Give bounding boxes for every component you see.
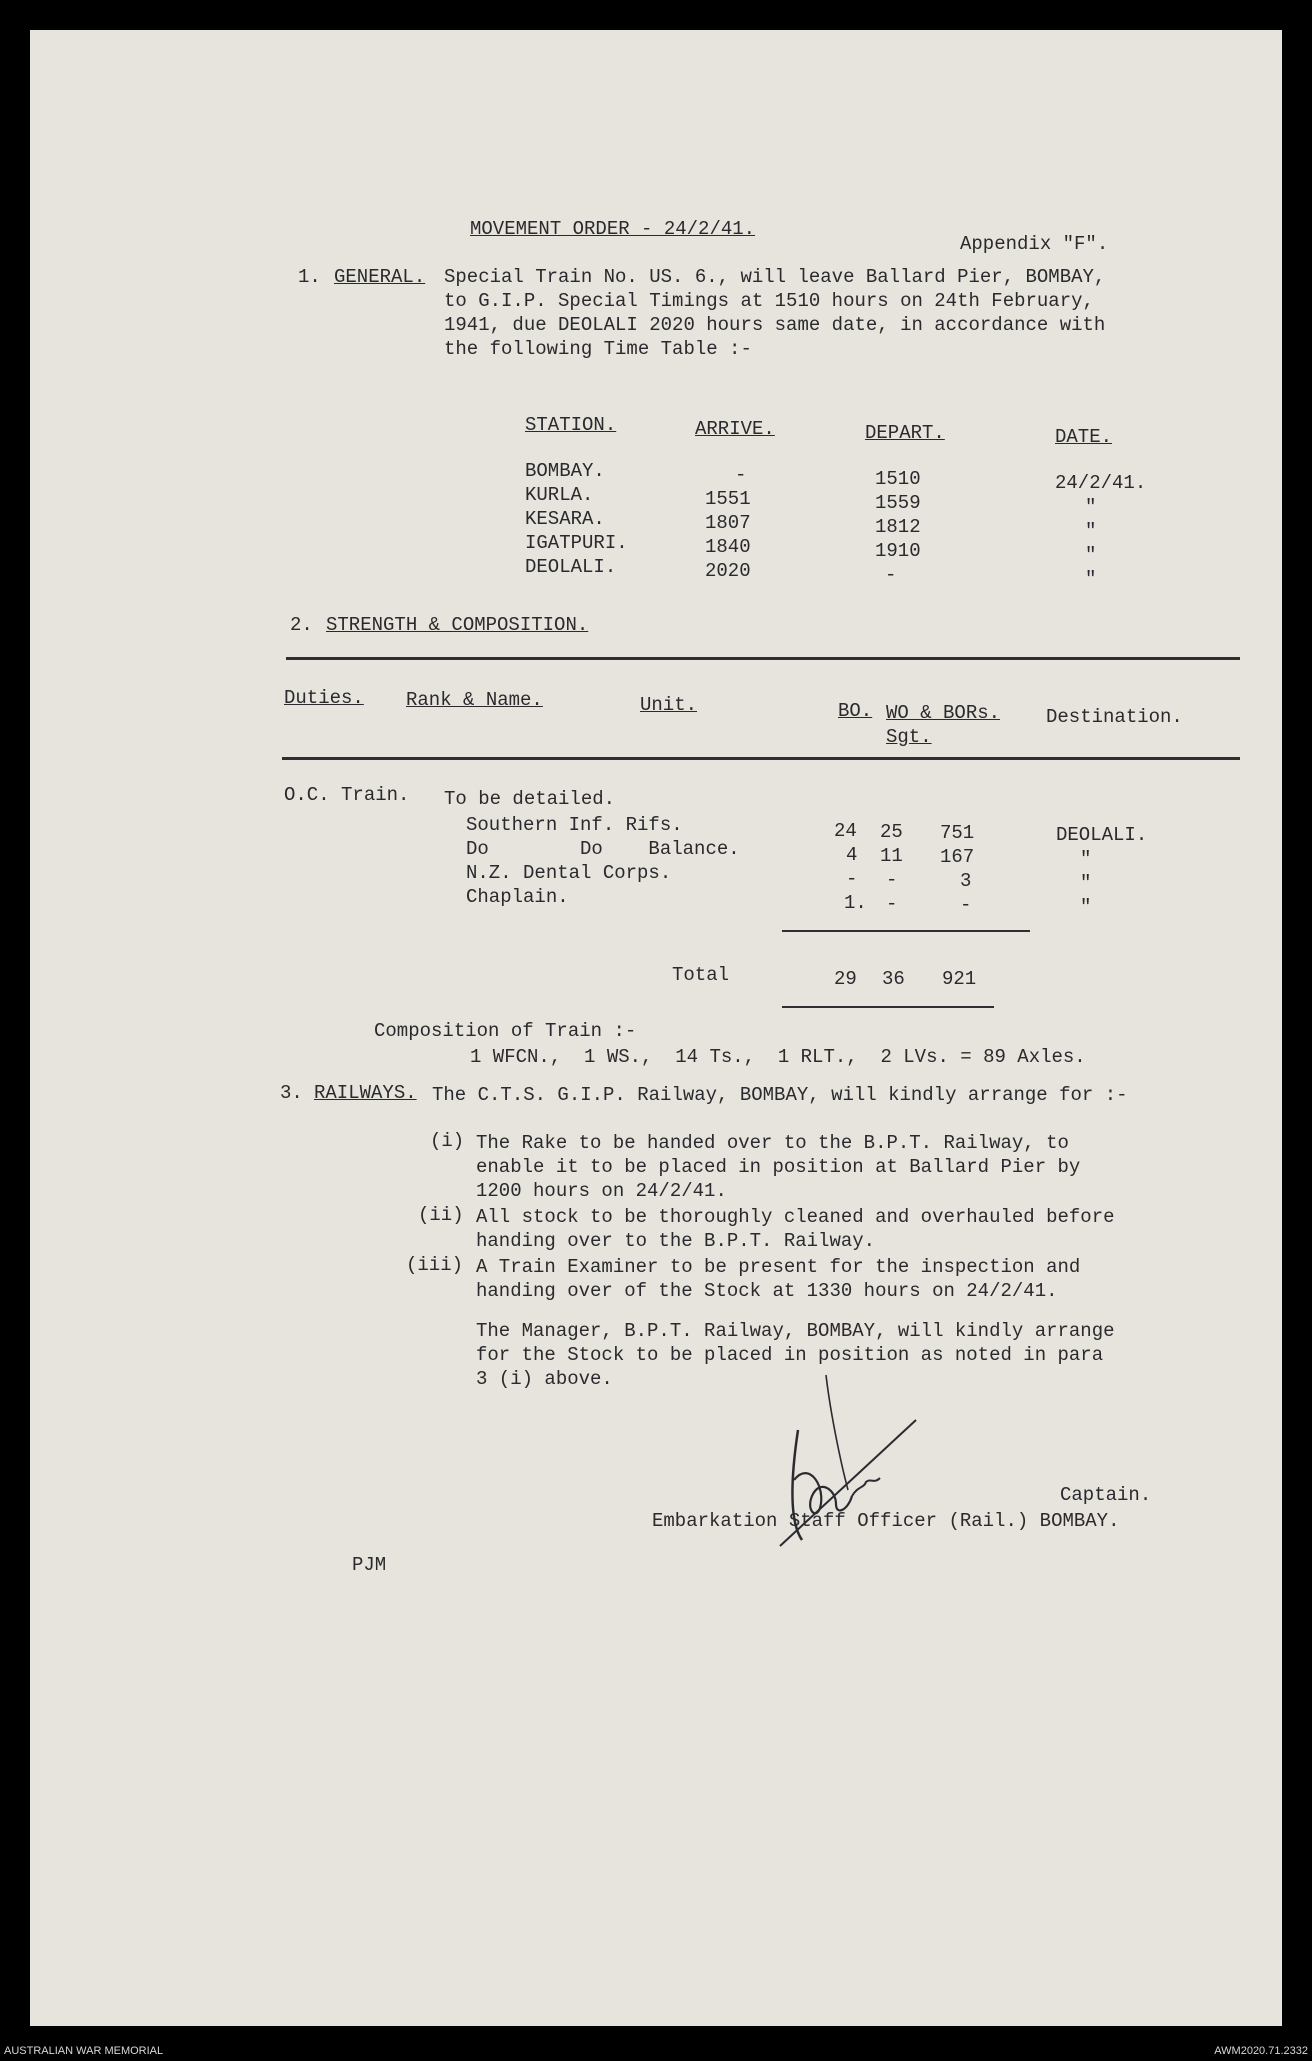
typist-initials: PJM	[352, 1554, 387, 1576]
total-label: Total	[672, 964, 730, 986]
depart-cell: 1559	[875, 492, 921, 514]
arrive-cell: 2020	[705, 560, 751, 582]
date-cell: 24/2/41.	[1055, 472, 1147, 494]
divider	[286, 657, 1240, 660]
column-header-station: STATION.	[525, 414, 617, 436]
item-line: A Train Examiner to be present for the inspection and	[476, 1256, 1081, 1278]
paragraph-line: 1941, due DEOLALI 2020 hours same date, in accordance with	[444, 314, 1106, 336]
depart-cell: 1910	[875, 540, 921, 562]
station-cell: KURLA.	[525, 484, 594, 506]
document-page	[30, 30, 1282, 2026]
paragraph-line: Special Train No. US. 6., will leave Ballard Pier, BOMBAY,	[444, 266, 1106, 288]
footer-accession-number: AWM2020.71.2332	[1214, 2045, 1308, 2057]
arrive-cell: -	[735, 464, 747, 486]
section-number: 1.	[298, 266, 321, 288]
arrive-cell: 1840	[705, 536, 751, 558]
wo-cell: -	[886, 893, 898, 915]
section-number: 3.	[280, 1082, 303, 1104]
item-line: 1200 hours on 24/2/41.	[476, 1180, 727, 1202]
column-header-destination: Destination.	[1046, 706, 1183, 728]
destination-cell: DEOLALI.	[1056, 824, 1148, 846]
column-header-date: DATE.	[1055, 426, 1113, 448]
divider	[282, 757, 1240, 760]
bo-cell: 4	[846, 844, 858, 866]
station-cell: DEOLALI.	[525, 556, 617, 578]
footer-institution: AUSTRALIAN WAR MEMORIAL	[4, 2045, 164, 2057]
station-cell: IGATPURI.	[525, 532, 628, 554]
station-cell: KESARA.	[525, 508, 605, 530]
section-heading: GENERAL.	[334, 266, 426, 288]
depart-cell: 1812	[875, 516, 921, 538]
bo-cell: 24	[834, 820, 857, 842]
railways-intro: The C.T.S. G.I.P. Railway, BOMBAY, will kindly arrange for :-	[432, 1084, 1128, 1106]
total-wo: 36	[882, 968, 905, 990]
order-title: MOVEMENT ORDER - 24/2/41.	[470, 218, 756, 240]
arrive-cell: 1551	[705, 488, 751, 510]
section-number: 2.	[290, 614, 313, 636]
column-header-unit: Unit.	[640, 694, 698, 716]
total-bo: 29	[834, 968, 857, 990]
wo-cell: 11	[880, 845, 903, 867]
signatory-title: Embarkation Staff Officer (Rail.) BOMBAY.	[652, 1510, 1120, 1532]
name-cell: Southern Inf. Rifs.	[466, 814, 683, 836]
total-divider	[782, 930, 1030, 932]
destination-cell: "	[1080, 896, 1092, 918]
section-heading: STRENGTH & COMPOSITION.	[326, 614, 589, 636]
depart-cell: 1510	[875, 468, 921, 490]
composition-label: Composition of Train :-	[374, 1020, 637, 1042]
section-heading: RAILWAYS.	[314, 1082, 417, 1104]
manager-line: 3 (i) above.	[476, 1368, 613, 1390]
item-line: All stock to be thoroughly cleaned and overhauled before	[476, 1206, 1115, 1228]
date-cell: "	[1085, 520, 1097, 542]
item-line: The Rake to be handed over to the B.P.T. Railway, to	[476, 1132, 1069, 1154]
manager-line: The Manager, B.P.T. Railway, BOMBAY, will kindly arrange	[476, 1320, 1115, 1342]
paragraph-line: to G.I.P. Special Timings at 1510 hours on 24th February,	[444, 290, 1094, 312]
bors-cell: 3	[960, 870, 972, 892]
item-number: (ii)	[418, 1204, 464, 1226]
column-header-rank-name: Rank & Name.	[406, 689, 543, 711]
destination-cell: "	[1080, 848, 1092, 870]
arrive-cell: 1807	[705, 512, 751, 534]
signatory-rank: Captain.	[1060, 1484, 1152, 1506]
date-cell: "	[1085, 496, 1097, 518]
name-cell: N.Z. Dental Corps.	[466, 862, 672, 884]
name-cell: To be detailed.	[444, 788, 616, 810]
total-bors: 921	[942, 968, 977, 990]
item-line: handing over to the B.P.T. Railway.	[476, 1230, 876, 1252]
wo-cell: 25	[880, 821, 903, 843]
column-header-arrive: ARRIVE.	[695, 418, 775, 440]
date-cell: "	[1085, 568, 1097, 590]
bors-cell: 751	[940, 822, 975, 844]
composition-value: 1 WFCN., 1 WS., 14 Ts., 1 RLT., 2 LVs. = 89 Axles.	[470, 1046, 1086, 1068]
column-header-wo-bors: WO & BORs.	[886, 702, 1001, 724]
bors-cell: 167	[940, 846, 975, 868]
duty-cell: O.C. Train.	[284, 784, 410, 806]
item-number: (i)	[430, 1130, 465, 1152]
item-number: (iii)	[406, 1254, 464, 1276]
wo-cell: -	[886, 869, 898, 891]
station-cell: BOMBAY.	[525, 460, 605, 482]
name-cell: Do Do Balance.	[466, 838, 740, 860]
column-header-sgt: Sgt.	[886, 726, 932, 748]
column-header-duties: Duties.	[284, 687, 364, 709]
item-line: handing over of the Stock at 1330 hours on 24/2/41.	[476, 1280, 1058, 1302]
bo-cell: 1.	[844, 892, 867, 914]
manager-line: for the Stock to be placed in position as noted in para	[476, 1344, 1104, 1366]
date-cell: "	[1085, 544, 1097, 566]
bors-cell: -	[960, 894, 972, 916]
paragraph-line: the following Time Table :-	[444, 338, 752, 360]
column-header-depart: DEPART.	[865, 422, 945, 444]
name-cell: Chaplain.	[466, 886, 569, 908]
depart-cell: -	[885, 564, 897, 586]
item-line: enable it to be placed in position at Ballard Pier by	[476, 1156, 1081, 1178]
total-divider	[782, 1006, 994, 1008]
appendix-label: Appendix "F".	[960, 233, 1109, 255]
column-header-bo: BO.	[838, 700, 873, 722]
bo-cell: -	[846, 868, 858, 890]
destination-cell: "	[1080, 872, 1092, 894]
